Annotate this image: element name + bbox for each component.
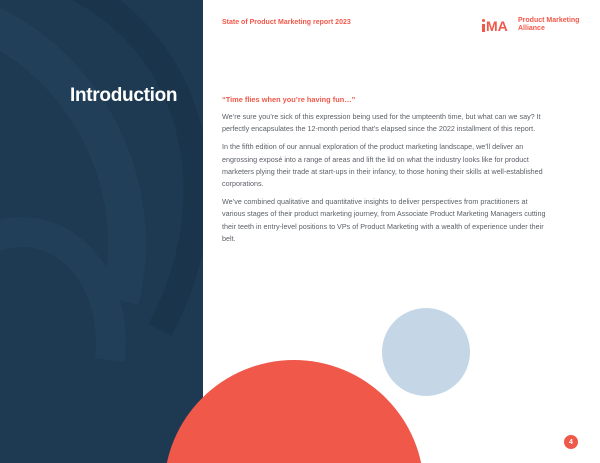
logo-text-line2: Alliance [518, 25, 545, 32]
light-blue-circle [382, 308, 470, 396]
left-navy-panel [0, 0, 203, 463]
paragraph-2: In the fifth edition of our annual exploration of the product marketing landscape, we’ll deliver an engrossing exposé into a range of areas and lift the lid on what the industry looks like for product marketers plying their trade at start-ups in their infancy, to those honing their skills at well-established corporations. [222, 142, 543, 189]
report-header-title: State of Product Marketing report 2023 [222, 19, 351, 26]
decorative-swirl [0, 0, 203, 463]
pma-logo-icon [482, 16, 516, 34]
logo-text [518, 17, 579, 33]
logo-text-line1: Product Marketing [518, 17, 580, 24]
pma-logo [482, 16, 579, 34]
section-title: Introduction [70, 85, 178, 106]
lead-quote: “Time flies when you’re having fun…” [222, 95, 356, 104]
page-number-badge: 4 [564, 435, 578, 449]
paragraph-1: We’re sure you’re sick of this expression being used for the umpteenth time, but what can we say? It perfectly encapsulates the 12-month period that’s elapsed since the 2022 installment of this report. [222, 112, 541, 134]
paragraph-3: We’ve combined qualitative and quantitative insights to deliver perspectives from practitioners at various stages of their product marketing journey, from Associate Product Marketing Managers cutting their teeth in entry-level positions to VPs of Product Marketing with a wealth of experience under their belt. [222, 197, 546, 243]
coral-circle [164, 360, 424, 463]
intro-content [222, 95, 547, 251]
svg-text:MA: MA [486, 18, 508, 34]
